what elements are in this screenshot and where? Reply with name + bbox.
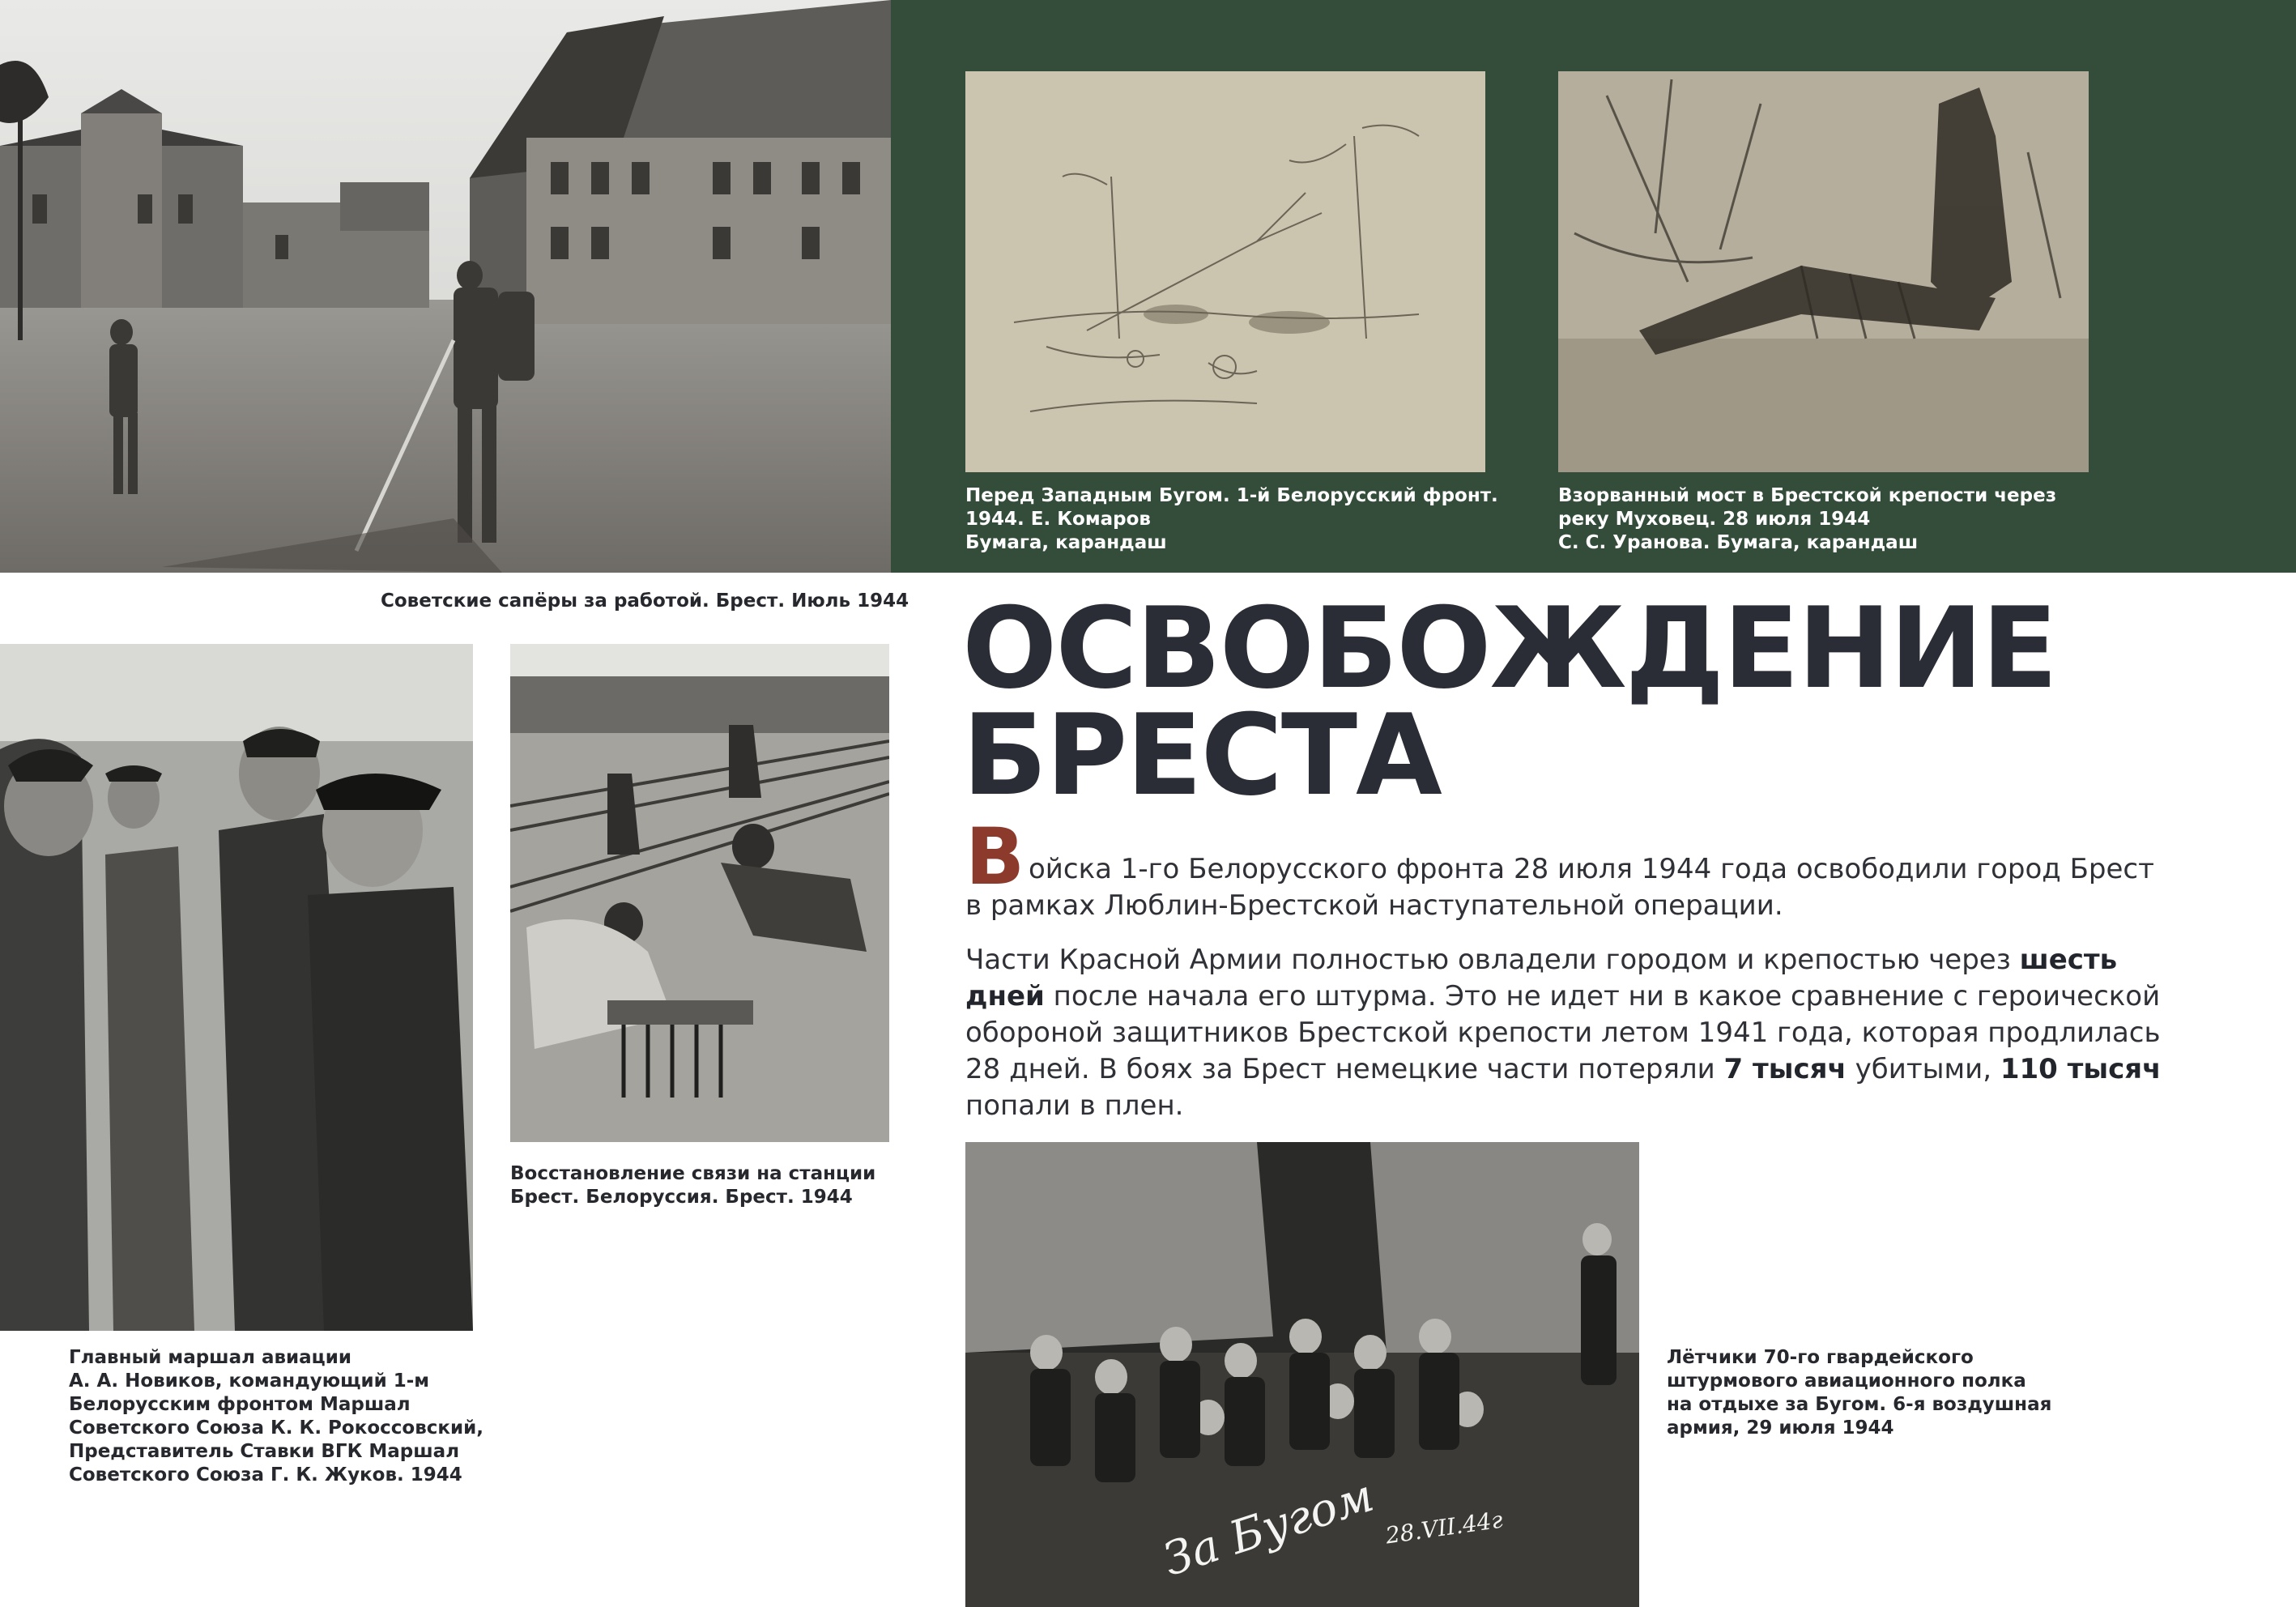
caption-line: Советские сапёры за работой. Брест. Июль 1944 <box>381 590 909 612</box>
photo-sappers <box>0 0 891 573</box>
caption-line: Представитель Ставки ВГК Маршал <box>69 1441 460 1462</box>
caption-line: Главный маршал авиации <box>69 1347 351 1368</box>
lead-line-2: в рамках Люблин-Брестской наступательной операции. <box>965 889 1783 922</box>
caption-sappers <box>381 590 909 613</box>
caption-line: Бумага, карандаш <box>965 532 1167 553</box>
pilots-inscription-date: 28.VII.44г <box>1383 1506 1505 1549</box>
body-line-1 <box>965 942 2229 978</box>
pilots-inscription: За Бугом <box>1157 1469 1380 1587</box>
lead-paragraph <box>965 851 2229 924</box>
caption-officers <box>69 1346 483 1487</box>
highlight-killed: 7 тысяч <box>1723 1053 1847 1085</box>
title-line-1: ОСВОБОЖДЕНИЕ <box>962 583 2056 714</box>
page-title <box>962 583 2056 821</box>
photo-officers <box>0 644 473 1331</box>
caption-line: Восстановление связи на станции <box>510 1163 876 1184</box>
caption-line: армия, 29 июля 1944 <box>1667 1417 1894 1439</box>
caption-line: Взорванный мост в Брестской крепости через <box>1558 485 2057 506</box>
caption-line: А. А. Новиков, командующий 1-м <box>69 1370 430 1392</box>
caption-drawing-western-bug <box>965 484 1498 555</box>
title-line-2: БРЕСТА <box>962 690 1441 821</box>
lead-text: ойска 1-го Белорусского фронта 28 июля 1944 года освободили город Брест <box>1029 853 2154 885</box>
caption-line: Советского Союза К. К. Рокоссовский, <box>69 1417 483 1439</box>
caption-line: Перед Западным Бугом. 1-й Белорусский фронт. <box>965 485 1498 506</box>
caption-line: Брест. Белоруссия. Брест. 1944 <box>510 1187 853 1208</box>
caption-line: Советского Союза Г. К. Жуков. 1944 <box>69 1464 462 1486</box>
drawing-western-bug <box>965 71 1485 472</box>
body-text: Части Красной Армии полностью овладели городом и крепостью через <box>965 944 2020 976</box>
highlight-days: дней <box>965 980 1045 1012</box>
photo-railway <box>510 644 889 1142</box>
dropcap-letter: В <box>965 812 1025 902</box>
body-line-2 <box>965 978 2229 1015</box>
photo-pilots <box>965 1142 1639 1607</box>
caption-line: 1944. Е. Комаров <box>965 509 1151 530</box>
caption-railway <box>510 1162 875 1209</box>
body-line-4 <box>965 1051 2229 1088</box>
caption-line: Белорусским фронтом Маршал <box>69 1394 411 1415</box>
body-line-3: обороной защитников Брестской крепости летом 1941 года, которая продлилась <box>965 1017 2161 1049</box>
caption-pilots <box>1667 1346 2051 1440</box>
body-text: 28 дней. В боях за Брест немецкие части потеряли <box>965 1053 1724 1085</box>
caption-line: реку Муховец. 28 июля 1944 <box>1558 509 1871 530</box>
body-text: после начала его штурма. Это не идет ни в какое сравнение с героической <box>1044 980 2161 1012</box>
highlight-six: шесть <box>2019 944 2118 976</box>
caption-line: на отдыхе за Бугом. 6-я воздушная <box>1667 1394 2052 1415</box>
caption-line: штурмового авиационного полка <box>1667 1370 2026 1392</box>
highlight-captured: 110 тысяч <box>2000 1053 2162 1085</box>
drawing-blown-bridge <box>1558 71 2089 472</box>
lead-line-1 <box>965 851 2229 888</box>
body-paragraph <box>965 942 2229 1124</box>
body-text: убитыми, <box>1846 1053 2000 1085</box>
caption-drawing-blown-bridge <box>1558 484 2056 555</box>
body-line-5: попали в плен. <box>965 1089 1184 1122</box>
caption-line: Лётчики 70-го гвардейского <box>1667 1347 1974 1368</box>
caption-line: С. С. Уранова. Бумага, карандаш <box>1558 532 1919 553</box>
